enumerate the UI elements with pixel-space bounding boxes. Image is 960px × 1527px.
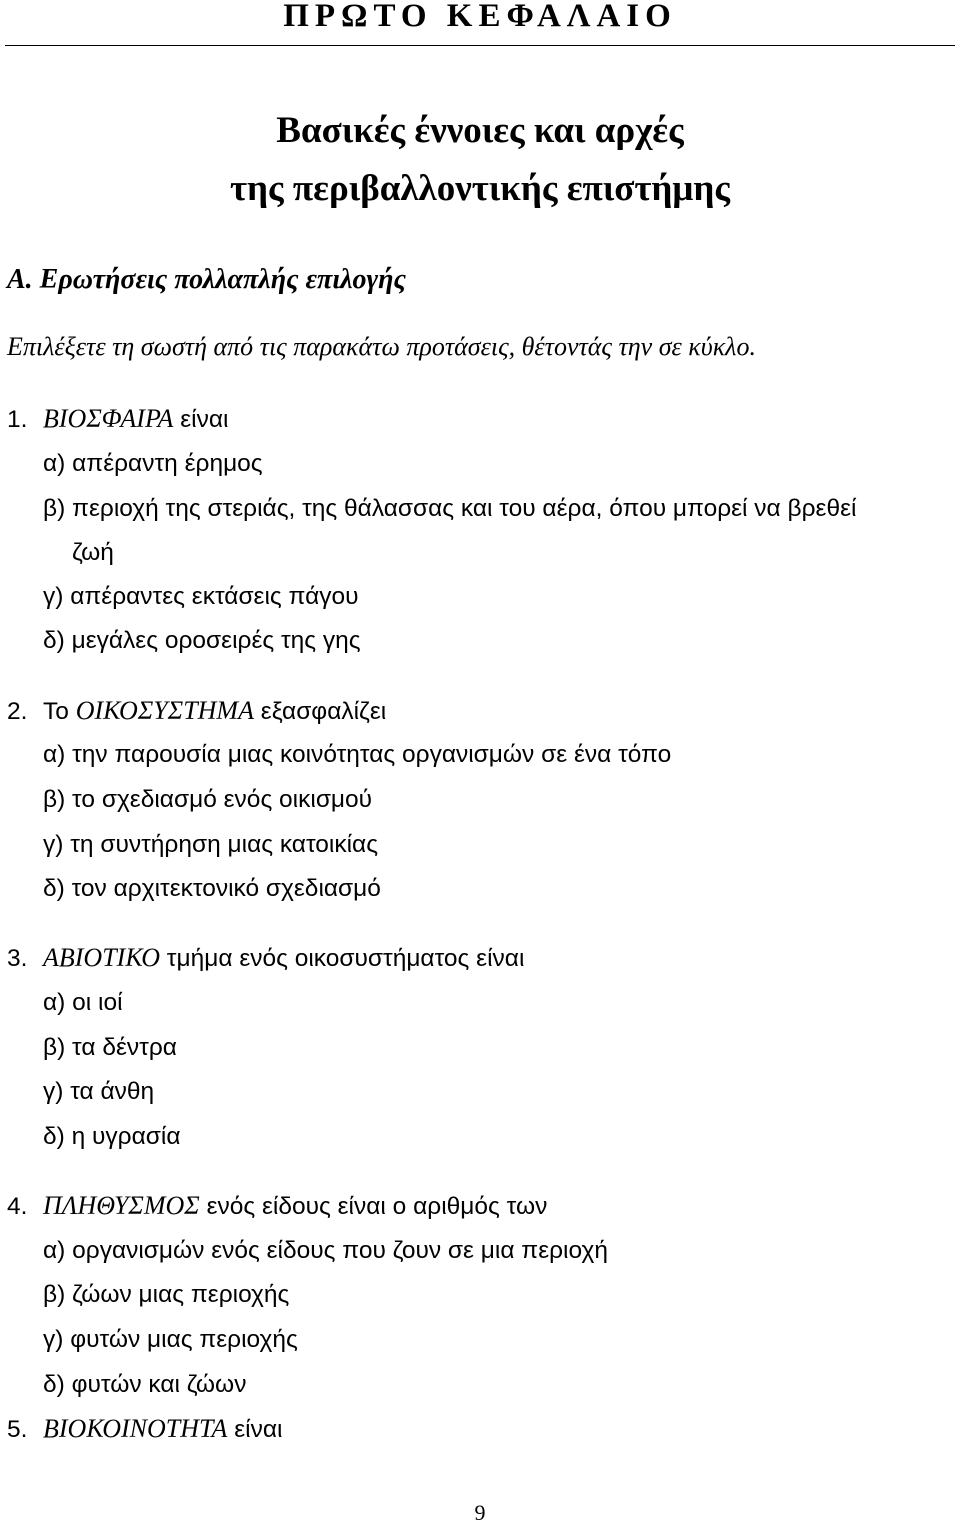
question-4-stem — [7, 1189, 547, 1224]
question-number: 1. — [7, 406, 28, 433]
question-4-option-b: β) ζώων μιας περιοχής — [43, 1281, 290, 1308]
question-keyword: ΠΛΗΘΥΣΜΟΣ — [43, 1191, 200, 1220]
question-number: 5. — [7, 1416, 28, 1443]
page-number: 9 — [474, 1500, 486, 1525]
question-1-option-a: α) απέραντη έρημος — [43, 450, 263, 477]
question-3-stem — [7, 941, 524, 976]
question-suffix: ενός είδους είναι ο αριθμός των — [199, 1193, 548, 1220]
question-3-option-a: α) οι ιοί — [43, 989, 123, 1016]
main-title-line-2: της περιβαλλοντικής επιστήμης — [229, 168, 731, 209]
question-3-option-b: β) τα δέντρα — [43, 1034, 177, 1061]
question-keyword: ΒΙΟΚΟΙΝΟΤΗΤΑ — [43, 1414, 228, 1443]
question-keyword: ΒΙΟΣΦΑΙΡΑ — [43, 404, 174, 433]
question-1-option-b: β) περιοχή της στεριάς, της θάλασσας και του αέρα, όπου μπορεί να βρεθεί — [43, 495, 857, 522]
question-suffix: είναι — [173, 406, 229, 433]
question-4-option-c: γ) φυτών μιας περιοχής — [43, 1326, 298, 1353]
question-keyword: ΑΒΙΟΤΙΚΟ — [43, 943, 160, 972]
question-number: 2. — [7, 698, 28, 725]
main-title — [0, 102, 960, 218]
chapter-title: ΠΡΩΤΟ ΚΕΦΑΛΑΙΟ — [283, 0, 677, 34]
main-title-line-1: Βασικές έννοιες και αρχές — [276, 110, 684, 151]
question-number: 4. — [7, 1193, 28, 1220]
question-suffix: εξασφαλίζει — [253, 698, 387, 725]
question-suffix: είναι — [227, 1416, 283, 1443]
question-keyword: ΟΙΚΟΣΥΣΤΗΜΑ — [75, 696, 254, 725]
question-1-option-d: δ) μεγάλες οροσειρές της γης — [43, 627, 361, 654]
question-2-stem — [7, 694, 386, 729]
question-2-option-d: δ) τον αρχιτεκτονικό σχεδιασμό — [43, 875, 381, 902]
question-1-stem — [7, 402, 228, 437]
question-2-option-c: γ) τη συντήρηση μιας κατοικίας — [43, 831, 379, 858]
question-3-option-d: δ) η υγρασία — [43, 1123, 181, 1150]
chapter-divider — [5, 45, 955, 46]
question-5-stem — [7, 1412, 282, 1447]
question-4-option-d: δ) φυτών και ζώων — [43, 1371, 247, 1398]
question-1-option-c: γ) απέραντες εκτάσεις πάγου — [43, 583, 359, 610]
question-2-option-a: α) την παρουσία μιας κοινότητας οργανισμών σε ένα τόπο — [43, 741, 672, 768]
question-2-option-b: β) το σχεδιασμό ενός οικισμού — [43, 786, 373, 813]
question-prefix: Το — [43, 698, 76, 725]
section-heading: Α. Ερωτήσεις πολλαπλής επιλογής — [7, 264, 407, 295]
section-instructions: Επιλέξετε τη σωστή από τις παρακάτω προτάσεις, θέτοντάς την σε κύκλο. — [7, 332, 756, 361]
question-1-option-b-continued: ζωή — [72, 539, 114, 566]
question-4-option-a: α) οργανισμών ενός είδους που ζουν σε μια περιοχή — [43, 1237, 608, 1264]
question-suffix: τμήμα ενός οικοσυστήματος είναι — [160, 945, 525, 972]
question-3-option-c: γ) τα άνθη — [43, 1078, 155, 1105]
question-number: 3. — [7, 945, 28, 972]
